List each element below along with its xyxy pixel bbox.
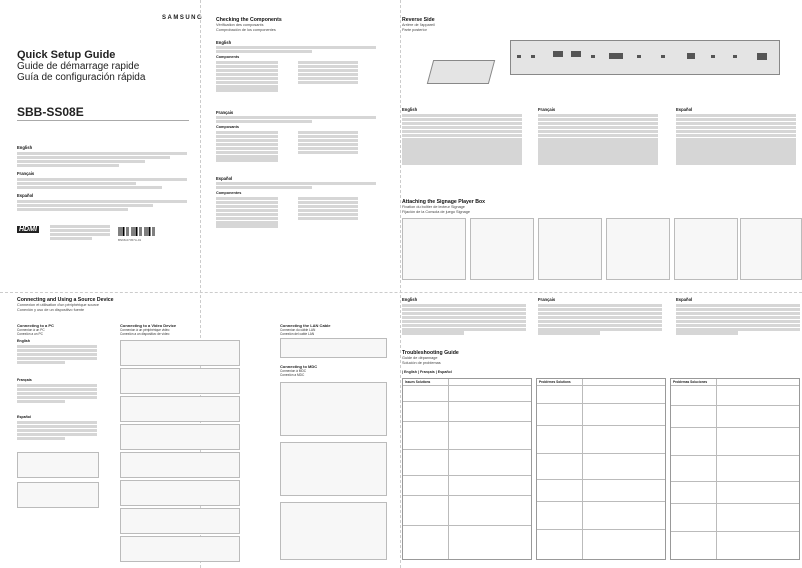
attach-lang-es: Español <box>676 297 693 302</box>
cover-text-en <box>17 151 187 168</box>
components-subhead-fr: Composants <box>216 125 239 129</box>
components-title: Checking the Components <box>216 17 282 23</box>
lang-fr: Français <box>17 171 35 176</box>
table-row <box>671 531 799 532</box>
components-subhead-en: Components <box>216 55 240 59</box>
reverse-lang-es: Español <box>676 107 693 112</box>
reverse-list-fr <box>538 113 658 165</box>
connect-lan-title-fr: Connexion du câble LAN <box>280 328 316 332</box>
connect-mdc-title: Connecting to MDC <box>280 364 318 369</box>
components-title-es: Comprobación de los componentes <box>216 28 276 32</box>
attach-step-4-figure <box>606 218 670 280</box>
cover-title-en: Quick Setup Guide <box>17 49 116 61</box>
samsung-logo: SAMSUNG <box>162 15 204 21</box>
table-row <box>537 425 665 426</box>
connect-video-title-es: Conexión a un dispositivo de vídeo <box>120 332 170 336</box>
divider <box>17 120 189 121</box>
table-row <box>537 479 665 480</box>
attach-step-3-figure <box>538 218 602 280</box>
pc-text-es <box>17 420 97 441</box>
connect-lan-title: Connecting the LAN Cable <box>280 323 331 328</box>
attaching-title-fr: Fixation du boîtier de lecteur Signage <box>402 205 465 209</box>
table-row <box>671 503 799 504</box>
table-row <box>403 495 531 496</box>
components-list-es-2 <box>298 196 358 221</box>
components-title-fr: Vérification des composants <box>216 23 264 27</box>
cover-text-es <box>17 199 187 212</box>
components-panel <box>200 0 400 284</box>
port <box>757 53 767 60</box>
table-header-es: Problemas Soluciones <box>673 380 708 384</box>
attach-step-2-figure <box>470 218 534 280</box>
connecting-title-fr: Connexion et utilisation d'un périphérique source <box>17 303 99 307</box>
pc-lang-es: Español <box>17 415 31 419</box>
video-diagram-7 <box>120 508 240 534</box>
connect-lan-title-es: Conexión del cable LAN <box>280 332 315 336</box>
pc-hdmi-diagram <box>17 452 99 478</box>
model-number: SBB-SS08E <box>17 105 84 119</box>
troubleshooting-table-fr <box>536 378 666 560</box>
port <box>553 51 563 57</box>
barcode <box>118 227 156 236</box>
attaching-title-es: Fijación de la Consola de juego Signage <box>402 210 470 214</box>
troubleshooting-table-en <box>402 378 532 560</box>
connect-pc-title: Connecting to a PC <box>17 323 54 328</box>
table-row <box>537 501 665 502</box>
reverse-title-es: Parte posterior <box>402 28 427 32</box>
mdc-diagram-2 <box>280 442 387 496</box>
attach-step-5-figure <box>674 218 738 280</box>
device-side-illustration <box>427 60 495 84</box>
components-subhead-es: Componentes <box>216 191 242 195</box>
table-row <box>671 405 799 406</box>
components-lang-en: English <box>216 40 232 45</box>
lang-es: Español <box>17 193 34 198</box>
table-row <box>403 525 531 526</box>
port <box>591 55 595 58</box>
components-intro-es <box>216 181 376 190</box>
video-diagram-8 <box>120 536 240 562</box>
troubleshooting-title: Troubleshooting Guide <box>402 350 459 356</box>
table-col-divider <box>582 379 583 559</box>
components-intro-fr <box>216 115 376 124</box>
cover-title-fr: Guide de démarrage rapide <box>17 61 140 72</box>
attach-step-1-figure <box>402 218 466 280</box>
reverse-lang-fr: Français <box>538 107 556 112</box>
table-row <box>671 427 799 428</box>
connecting-title-es: Conexión y uso de un dispositivo fuente <box>17 308 85 312</box>
table-row <box>671 481 799 482</box>
pc-text-fr <box>17 383 97 404</box>
port <box>609 53 623 59</box>
mdc-diagram-3 <box>280 502 387 560</box>
port <box>687 53 695 59</box>
troubleshooting-subtitle: | English | Français | Español <box>402 370 452 374</box>
video-diagram-6 <box>120 480 240 506</box>
troubleshooting-table-es <box>670 378 800 560</box>
port <box>711 55 715 58</box>
table-row <box>403 401 531 402</box>
reverse-title-fr: Arrière de l'appareil <box>402 23 435 27</box>
connect-video-title: Connecting to a Video Device <box>120 323 177 328</box>
hdmi-logo: HDMI <box>19 226 37 233</box>
lang-en: English <box>17 145 33 150</box>
attach-text-es <box>676 303 800 335</box>
connect-pc-title-es: Conexión a un PC <box>17 332 43 336</box>
attach-step-6-figure <box>740 218 802 280</box>
table-row <box>403 475 531 476</box>
reverse-list-en <box>402 113 522 165</box>
mdc-diagram-1 <box>280 382 387 436</box>
part-number: BN68-07457A-01 <box>118 238 142 242</box>
table-row <box>537 529 665 530</box>
reverse-lang-en: English <box>402 107 418 112</box>
cover-panel <box>0 0 204 284</box>
connecting-panel <box>0 292 400 568</box>
components-lang-fr: Français <box>216 110 234 115</box>
port <box>517 55 521 58</box>
troubleshooting-panel <box>400 292 802 568</box>
components-list-fr-1 <box>216 130 278 162</box>
video-diagram-5 <box>120 452 240 478</box>
video-diagram-2 <box>120 368 240 394</box>
cover-text-fr <box>17 177 187 190</box>
attach-text-en <box>402 303 526 335</box>
hdmi-trademark-text <box>50 224 110 241</box>
attach-lang-en: English <box>402 297 418 302</box>
reverse-title: Reverse Side <box>402 17 435 23</box>
pc-text-en <box>17 344 97 365</box>
port <box>733 55 737 58</box>
attach-text-fr <box>538 303 662 335</box>
lan-diagram <box>280 338 387 358</box>
attach-lang-fr: Français <box>538 297 556 302</box>
port <box>661 55 665 58</box>
pc-lang-fr: Français <box>17 378 32 382</box>
table-header-en: Issues Solutions <box>405 380 431 384</box>
table-row <box>537 453 665 454</box>
attaching-title: Attaching the Signage Player Box <box>402 199 486 205</box>
port <box>637 55 641 58</box>
components-list-fr-2 <box>298 130 358 155</box>
reverse-panel <box>400 0 802 284</box>
connect-pc-title-fr: Connexion à un PC <box>17 328 45 332</box>
table-row <box>403 449 531 450</box>
table-row <box>537 403 665 404</box>
troubleshooting-title-fr: Guide de dépannage <box>402 356 438 360</box>
table-row <box>671 385 799 386</box>
table-row <box>671 455 799 456</box>
video-diagram-3 <box>120 396 240 422</box>
connect-video-title-fr: Connexion à un périphérique vidéo <box>120 328 170 332</box>
table-col-divider <box>716 379 717 559</box>
reverse-list-es <box>676 113 796 165</box>
cover-title-es: Guía de configuración rápida <box>17 72 146 83</box>
table-col-divider <box>448 379 449 559</box>
connect-mdc-title-es: Conexión a MDC <box>280 373 305 377</box>
connect-mdc-title-fr: Connexion à MDC <box>280 369 307 373</box>
port <box>531 55 535 58</box>
pc-audio-diagram <box>17 482 99 508</box>
components-intro-en <box>216 45 376 54</box>
video-diagram-4 <box>120 424 240 450</box>
table-row <box>403 421 531 422</box>
table-row <box>537 385 665 386</box>
components-list-es-1 <box>216 196 278 228</box>
table-row <box>403 385 531 386</box>
table-header-fr: Problèmes Solutions <box>539 380 571 384</box>
components-lang-es: Español <box>216 176 233 181</box>
components-list-en-2 <box>298 60 358 85</box>
troubleshooting-title-es: Solución de problemas <box>402 361 441 365</box>
video-diagram-1 <box>120 340 240 366</box>
device-rear-illustration <box>510 40 780 75</box>
components-list-en-1 <box>216 60 278 92</box>
port <box>571 51 581 57</box>
connecting-title: Connecting and Using a Source Device <box>17 297 114 303</box>
pc-lang-en: English <box>17 339 30 343</box>
